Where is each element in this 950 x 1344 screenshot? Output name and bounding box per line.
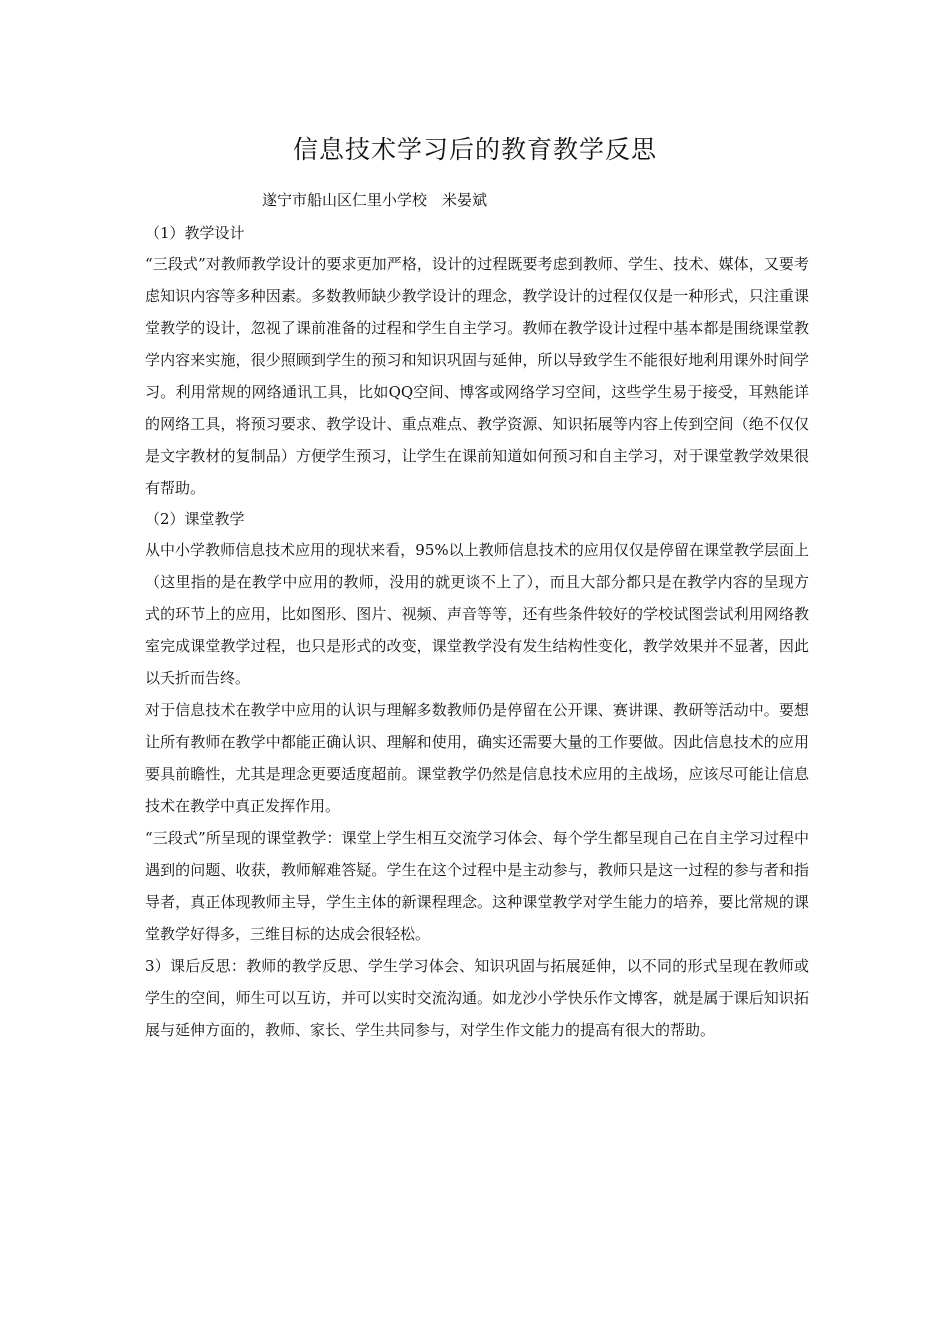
document-title: 信息技术学习后的教育教学反思 [292, 135, 657, 164]
paragraph-classroom-1: 从中小学教师信息技术应用的现状来看，95%以上教师信息技术的应用仅仅是停留在课堂教学层面上（这里指的是在教学中应用的教师，没用的就更谈不上了），而且大部分都只是在教学内容的呈现方式的环节上的应用，比如图形、图片、视频、声音等等，还有些条件较好的学校试图尝试利用网络教室完成课堂教学过程，也只是形式的改变，课堂教学没有发生结构性变化，教学效果并不显著，因此以夭折而告终。 [145, 541, 809, 687]
paragraph-after-class-reflection: 3）课后反思：教师的教学反思、学生学习体会、知识巩固与拓展延伸，以不同的形式呈现在教师或学生的空间，师生可以互访，并可以实时交流沟通。如龙沙小学快乐作文博客，就是属于课后知识拓展与延伸方面的，教师、家长、学生共同参与，对学生作文能力的提高有很大的帮助。 [145, 957, 809, 1039]
section-heading-classroom-teaching: （2）课堂教学 [145, 510, 245, 528]
document-body [145, 218, 809, 1046]
author-line: 遂宁市船山区仁里小学校 米晏斌 [262, 191, 488, 209]
section-heading-teaching-design: （1）教学设计 [145, 224, 245, 242]
paragraph-teaching-design: “三段式”对教师教学设计的要求更加严格，设计的过程既要考虑到教师、学生、技术、媒体，又要考虑知识内容等多种因素。多数教师缺少教学设计的理念，教学设计的过程仅仅是一种形式，只注重课堂教学的设计，忽视了课前准备的过程和学生自主学习。教师在教学设计过程中基本都是围绕课堂教学内容来实施，很少照顾到学生的预习和知识巩固与延伸，所以导致学生不能很好地利用课外时间学习。利用常规的网络通讯工具，比如QQ空间、博客或网络学习空间，这些学生易于接受，耳熟能详的网络工具，将预习要求、教学设计、重点难点、教学资源、知识拓展等内容上传到空间（绝不仅仅是文字教材的复制品）方便学生预习，让学生在课前知道如何预习和自主学习，对于课堂教学效果很有帮助。 [145, 255, 809, 497]
paragraph-classroom-3: “三段式”所呈现的课堂教学：课堂上学生相互交流学习体会、每个学生都呈现自己在自主学习过程中遇到的问题、收获，教师解难答疑。学生在这个过程中是主动参与，教师只是这一过程的参与者和指导者，真正体现教师主导，学生主体的新课程理念。这种课堂教学对学生能力的培养，要比常规的课堂教学好得多，三维目标的达成会很轻松。 [145, 829, 809, 943]
paragraph-classroom-2: 对于信息技术在教学中应用的认识与理解多数教师仍是停留在公开课、赛讲课、教研等活动中。要想让所有教师在教学中都能正确认识、理解和使用，确实还需要大量的工作要做。因此信息技术的应用要具前瞻性，尤其是理念更要适度超前。课堂教学仍然是信息技术应用的主战场，应该尽可能让信息技术在教学中真正发挥作用。 [145, 701, 809, 815]
